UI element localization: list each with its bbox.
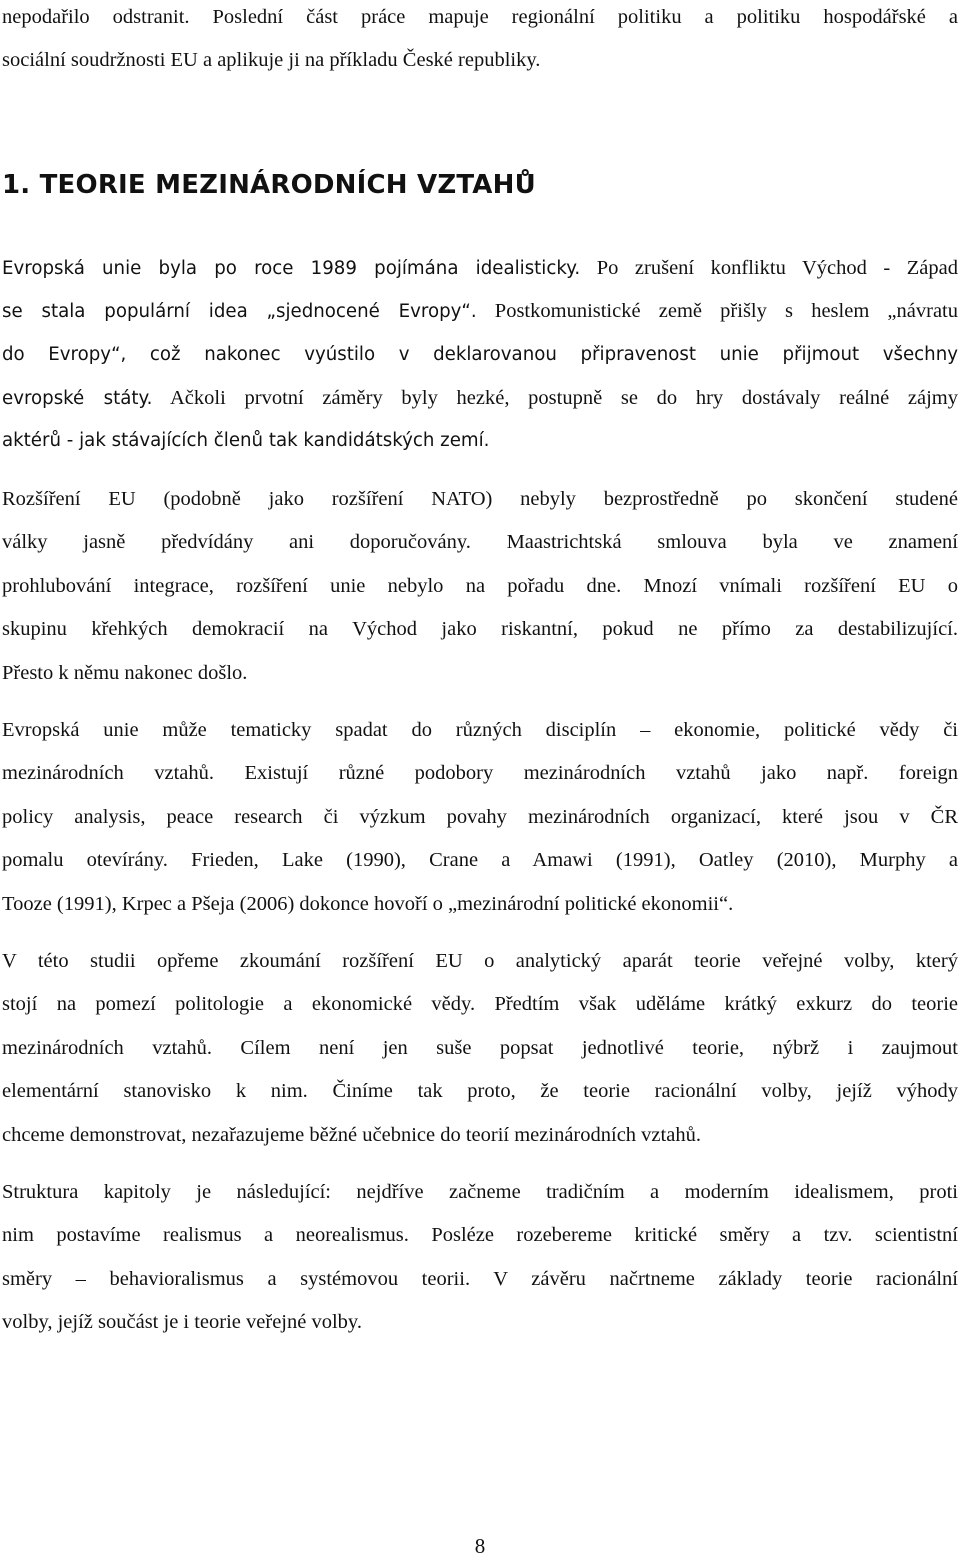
paragraph-4-line-2: stojí na pomezí politologie a ekonomické vědy. Předtím však uděláme krátký exkurz do teorie [2, 993, 958, 1015]
intro-line-1: nepodařilo odstranit. Poslední část práce mapuje regionální politiku a politiku hospodářské a [2, 6, 958, 28]
paragraph-1-line-3: do Evropy“, což nakonec vyústilo v deklarovanou připravenost unie přijmout všechny [2, 344, 958, 365]
paragraph-1-line-5: aktérů - jak stávajících členů tak kandidátských zemí. [2, 430, 490, 451]
paragraph-2-line-5: Přesto k němu nakonec došlo. [2, 662, 248, 684]
paragraph-3-line-4: pomalu otevírány. Frieden, Lake (1990), Crane a Amawi (1991), Oatley (2010), Murphy a [2, 849, 958, 871]
paragraph-5-line-1: Struktura kapitoly je následující: nejdříve začneme tradičním a moderním idealismem, proti [2, 1181, 958, 1203]
paragraph-2-line-3: prohlubování integrace, rozšíření unie nebylo na pořadu dne. Mnozí vnímali rozšíření EU o [2, 575, 958, 597]
paragraph-1-line-2 [2, 298, 958, 324]
paragraph-3-line-3: policy analysis, peace research či výzkum povahy mezinárodních organizací, které jsou v ČR [2, 806, 958, 828]
text-run: Ačkoli prvotní záměry byly hezké, postupně se do hry dostávaly reálné zájmy [170, 387, 958, 409]
paragraph-4-line-4: elementární stanovisko k nim. Činíme tak proto, že teorie racionální volby, jejíž výhody [2, 1080, 958, 1102]
section-heading: 1. TEORIE MEZINÁRODNÍCH VZTAHŮ [2, 170, 536, 200]
page-number: 8 [474, 1534, 486, 1558]
text-run: evropské státy. [2, 388, 153, 409]
paragraph-2-line-1: Rozšíření EU (podobně jako rozšíření NATO) nebyly bezprostředně po skončení studené [2, 488, 958, 510]
paragraph-4-line-3: mezinárodních vztahů. Cílem není jen suše popsat jednotlivé teorie, nýbrž i zaujmout [2, 1037, 958, 1059]
text-run: Evropská unie byla po roce 1989 pojímána idealisticky. [2, 258, 581, 279]
paragraph-4-line-1: V této studii opřeme zkoumání rozšíření EU o analytický aparát teorie veřejné volby, který [2, 950, 958, 972]
paragraph-4-line-5: chceme demonstrovat, nezařazujeme běžné učebnice do teorií mezinárodních vztahů. [2, 1124, 701, 1146]
paragraph-3-line-1: Evropská unie může tematicky spadat do různých disciplín – ekonomie, politické vědy či [2, 719, 958, 741]
paragraph-3-line-5: Tooze (1991), Krpec a Pšeja (2006) dokonce hovoří o „mezinárodní politické ekonomii“. [2, 893, 734, 915]
paragraph-2-line-2: války jasně předvídány ani doporučovány. Maastrichtská smlouva byla ve znamení [2, 531, 958, 553]
text-run: Postkomunistické země přišly s heslem „návratu [494, 300, 959, 322]
paragraph-1-line-1 [2, 255, 958, 281]
paragraph-3-line-2: mezinárodních vztahů. Existují různé podobory mezinárodních vztahů jako např. foreign [2, 762, 958, 784]
paragraph-2-line-4: skupinu křehkých demokracií na Východ jako riskantní, pokud ne přímo za destabilizující. [2, 618, 958, 640]
paragraph-5-line-2: nim postavíme realismus a neorealismus. Posléze rozebereme kritické směry a tzv. scientistní [2, 1224, 958, 1246]
paragraph-1-line-4 [2, 385, 958, 411]
paragraph-5-line-4: volby, jejíž součást je i teorie veřejné volby. [2, 1311, 362, 1333]
intro-line-2: sociální soudržnosti EU a aplikuje ji na příkladu České republiky. [2, 49, 541, 71]
text-run: se stala populární idea „sjednocené Evropy“. [2, 301, 477, 322]
paragraph-5-line-3: směry – behavioralismus a systémovou teorii. V závěru načrtneme základy teorie racionální [2, 1268, 958, 1290]
text-run: Po zrušení konfliktu Východ - Západ [596, 257, 959, 279]
